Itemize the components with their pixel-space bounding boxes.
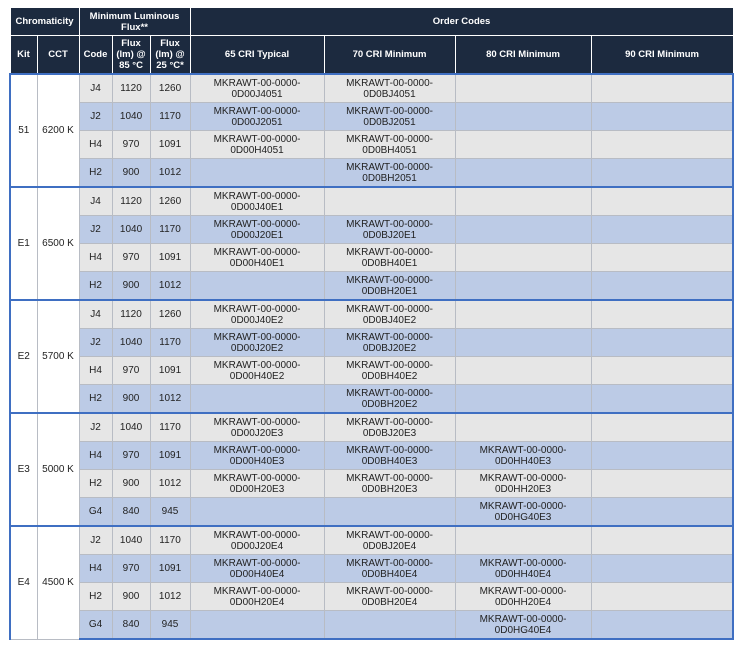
table-row <box>10 583 733 611</box>
flux-85-cell: 900 <box>112 583 150 611</box>
code-cell: H4 <box>79 244 112 272</box>
cri65-header: 65 CRI Typical <box>190 36 324 75</box>
cri65-order-code-cell <box>190 385 324 414</box>
cri65-order-code-cell <box>190 611 324 640</box>
flux-25-cell: 1012 <box>150 272 190 301</box>
code-cell: J2 <box>79 103 112 131</box>
cri90-order-code-cell <box>591 357 733 385</box>
flux-25-cell: 1170 <box>150 526 190 555</box>
cri70-order-code-cell: MKRAWT-00-0000-0D0BH40E3 <box>324 442 455 470</box>
cri70-order-code-cell <box>324 611 455 640</box>
cri90-order-code-cell <box>591 216 733 244</box>
cri65-order-code-cell: MKRAWT-00-0000-0D00J20E1 <box>190 216 324 244</box>
kit-cell: 51 <box>10 74 37 187</box>
cri90-order-code-cell <box>591 442 733 470</box>
cri70-order-code-cell: MKRAWT-00-0000-0D0BH40E2 <box>324 357 455 385</box>
cri90-order-code-cell <box>591 272 733 301</box>
kit-cell: E3 <box>10 413 37 526</box>
cct-header: CCT <box>37 36 79 75</box>
cri70-order-code-cell: MKRAWT-00-0000-0D0BJ40E2 <box>324 300 455 329</box>
cct-cell: 6500 K <box>37 187 79 300</box>
table-row <box>10 103 733 131</box>
code-cell: H2 <box>79 159 112 188</box>
cri90-order-code-cell <box>591 470 733 498</box>
cri65-order-code-cell: MKRAWT-00-0000-0D00H40E4 <box>190 555 324 583</box>
table-row <box>10 329 733 357</box>
flux-25-cell: 1012 <box>150 583 190 611</box>
cri90-order-code-cell <box>591 413 733 442</box>
cri90-order-code-cell <box>591 555 733 583</box>
table-row <box>10 74 733 103</box>
cri70-order-code-cell <box>324 187 455 216</box>
code-cell: H4 <box>79 442 112 470</box>
table-row <box>10 385 733 414</box>
flux-25-cell: 1260 <box>150 74 190 103</box>
order-codes-table-wrapper <box>9 7 732 640</box>
cri70-order-code-cell: MKRAWT-00-0000-0D0BH20E2 <box>324 385 455 414</box>
cri65-order-code-cell: MKRAWT-00-0000-0D00J4051 <box>190 74 324 103</box>
cri80-order-code-cell: MKRAWT-00-0000-0D0HH20E4 <box>455 583 591 611</box>
cri80-order-code-cell <box>455 329 591 357</box>
cri70-order-code-cell: MKRAWT-00-0000-0D0BJ20E1 <box>324 216 455 244</box>
flux-25-cell: 1012 <box>150 470 190 498</box>
table-row <box>10 357 733 385</box>
flux-25-cell: 1091 <box>150 131 190 159</box>
kit-cell: E4 <box>10 526 37 639</box>
table-body <box>10 74 733 639</box>
cri70-order-code-cell: MKRAWT-00-0000-0D0BJ20E2 <box>324 329 455 357</box>
cri80-header: 80 CRI Minimum <box>455 36 591 75</box>
flux-85-cell: 900 <box>112 159 150 188</box>
cri70-header: 70 CRI Minimum <box>324 36 455 75</box>
code-cell: G4 <box>79 498 112 527</box>
table-row <box>10 300 733 329</box>
code-cell: H4 <box>79 555 112 583</box>
flux-85-cell: 1040 <box>112 216 150 244</box>
cri65-order-code-cell: MKRAWT-00-0000-0D00J20E2 <box>190 329 324 357</box>
cri80-order-code-cell <box>455 131 591 159</box>
cri65-order-code-cell: MKRAWT-00-0000-0D00J40E1 <box>190 187 324 216</box>
code-header: Code <box>79 36 112 75</box>
flux-25-cell: 1091 <box>150 442 190 470</box>
flux-25-cell: 1091 <box>150 244 190 272</box>
flux-85-cell: 900 <box>112 385 150 414</box>
cri80-order-code-cell: MKRAWT-00-0000-0D0HG40E3 <box>455 498 591 527</box>
cri70-order-code-cell: MKRAWT-00-0000-0D0BJ2051 <box>324 103 455 131</box>
flux-25-cell: 945 <box>150 611 190 640</box>
code-cell: H2 <box>79 583 112 611</box>
kit-header: Kit <box>10 36 37 75</box>
cri65-order-code-cell: MKRAWT-00-0000-0D00H4051 <box>190 131 324 159</box>
order-codes-table <box>9 7 734 640</box>
cri80-order-code-cell <box>455 385 591 414</box>
cri90-order-code-cell <box>591 498 733 527</box>
cri65-order-code-cell: MKRAWT-00-0000-0D00H40E2 <box>190 357 324 385</box>
cri80-order-code-cell: MKRAWT-00-0000-0D0HH20E3 <box>455 470 591 498</box>
cri65-order-code-cell <box>190 159 324 188</box>
cri70-order-code-cell: MKRAWT-00-0000-0D0BH20E4 <box>324 583 455 611</box>
cri70-order-code-cell <box>324 498 455 527</box>
code-cell: J4 <box>79 74 112 103</box>
flux-85-cell: 970 <box>112 357 150 385</box>
cri80-order-code-cell: MKRAWT-00-0000-0D0HG40E4 <box>455 611 591 640</box>
cri80-order-code-cell <box>455 526 591 555</box>
flux-25-cell: 1260 <box>150 187 190 216</box>
cri80-order-code-cell <box>455 244 591 272</box>
cri90-order-code-cell <box>591 74 733 103</box>
flux-85-cell: 970 <box>112 442 150 470</box>
cri70-order-code-cell: MKRAWT-00-0000-0D0BH20E1 <box>324 272 455 301</box>
flux-25-header: Flux (lm) @ 25 °C* <box>150 36 190 75</box>
cri90-order-code-cell <box>591 329 733 357</box>
code-cell: J2 <box>79 526 112 555</box>
flux-85-cell: 1120 <box>112 74 150 103</box>
table-row <box>10 498 733 527</box>
cri90-order-code-cell <box>591 611 733 640</box>
flux-85-cell: 1040 <box>112 526 150 555</box>
cri70-order-code-cell: MKRAWT-00-0000-0D0BJ4051 <box>324 74 455 103</box>
flux-25-cell: 1260 <box>150 300 190 329</box>
cri70-order-code-cell: MKRAWT-00-0000-0D0BH40E4 <box>324 555 455 583</box>
table-row <box>10 187 733 216</box>
cri70-order-code-cell: MKRAWT-00-0000-0D0BH4051 <box>324 131 455 159</box>
cri65-order-code-cell: MKRAWT-00-0000-0D00H20E3 <box>190 470 324 498</box>
cri65-order-code-cell: MKRAWT-00-0000-0D00J20E4 <box>190 526 324 555</box>
table-header <box>10 8 733 75</box>
cri65-order-code-cell <box>190 272 324 301</box>
flux-25-cell: 1012 <box>150 159 190 188</box>
flux-85-cell: 1040 <box>112 413 150 442</box>
cri80-order-code-cell: MKRAWT-00-0000-0D0HH40E4 <box>455 555 591 583</box>
flux-85-cell: 1120 <box>112 300 150 329</box>
cri80-order-code-cell <box>455 300 591 329</box>
cri80-order-code-cell <box>455 187 591 216</box>
code-cell: J2 <box>79 413 112 442</box>
flux-85-cell: 900 <box>112 470 150 498</box>
flux-25-cell: 1012 <box>150 385 190 414</box>
kit-cell: E2 <box>10 300 37 413</box>
table-row <box>10 611 733 640</box>
flux-85-cell: 900 <box>112 272 150 301</box>
cri80-order-code-cell <box>455 103 591 131</box>
code-cell: H4 <box>79 131 112 159</box>
flux-85-cell: 840 <box>112 611 150 640</box>
flux-25-cell: 1091 <box>150 357 190 385</box>
cri70-order-code-cell: MKRAWT-00-0000-0D0BJ20E4 <box>324 526 455 555</box>
flux-25-cell: 1170 <box>150 329 190 357</box>
code-cell: J4 <box>79 187 112 216</box>
cri65-order-code-cell: MKRAWT-00-0000-0D00H20E4 <box>190 583 324 611</box>
cct-cell: 5700 K <box>37 300 79 413</box>
flux-25-cell: 1170 <box>150 216 190 244</box>
code-cell: H2 <box>79 385 112 414</box>
flux-85-cell: 970 <box>112 555 150 583</box>
cct-cell: 4500 K <box>37 526 79 639</box>
flux-85-header: Flux (lm) @ 85 °C <box>112 36 150 75</box>
table-row <box>10 159 733 188</box>
cri90-header: 90 CRI Minimum <box>591 36 733 75</box>
cri65-order-code-cell: MKRAWT-00-0000-0D00H40E1 <box>190 244 324 272</box>
cri65-order-code-cell <box>190 498 324 527</box>
cri90-order-code-cell <box>591 159 733 188</box>
cri90-order-code-cell <box>591 103 733 131</box>
cri70-order-code-cell: MKRAWT-00-0000-0D0BH2051 <box>324 159 455 188</box>
table-row <box>10 244 733 272</box>
cri70-order-code-cell: MKRAWT-00-0000-0D0BJ20E3 <box>324 413 455 442</box>
min-flux-header: Minimum Luminous Flux** <box>79 8 190 36</box>
cri80-order-code-cell <box>455 272 591 301</box>
table-row <box>10 442 733 470</box>
chromaticity-header: Chromaticity <box>10 8 79 36</box>
table-row <box>10 216 733 244</box>
flux-25-cell: 945 <box>150 498 190 527</box>
cri90-order-code-cell <box>591 131 733 159</box>
cri90-order-code-cell <box>591 300 733 329</box>
flux-25-cell: 1170 <box>150 103 190 131</box>
cri70-order-code-cell: MKRAWT-00-0000-0D0BH40E1 <box>324 244 455 272</box>
cri90-order-code-cell <box>591 583 733 611</box>
cri80-order-code-cell: MKRAWT-00-0000-0D0HH40E3 <box>455 442 591 470</box>
cri90-order-code-cell <box>591 244 733 272</box>
cri90-order-code-cell <box>591 187 733 216</box>
kit-cell: E1 <box>10 187 37 300</box>
flux-25-cell: 1091 <box>150 555 190 583</box>
table-row <box>10 470 733 498</box>
flux-85-cell: 970 <box>112 244 150 272</box>
flux-85-cell: 1120 <box>112 187 150 216</box>
table-row <box>10 413 733 442</box>
code-cell: J2 <box>79 329 112 357</box>
cri80-order-code-cell <box>455 357 591 385</box>
cri65-order-code-cell: MKRAWT-00-0000-0D00H40E3 <box>190 442 324 470</box>
code-cell: J2 <box>79 216 112 244</box>
table-row <box>10 526 733 555</box>
cri90-order-code-cell <box>591 385 733 414</box>
code-cell: G4 <box>79 611 112 640</box>
cri90-order-code-cell <box>591 526 733 555</box>
cri80-order-code-cell <box>455 159 591 188</box>
table-row <box>10 272 733 301</box>
table-row <box>10 555 733 583</box>
cri80-order-code-cell <box>455 216 591 244</box>
code-cell: H4 <box>79 357 112 385</box>
cct-cell: 5000 K <box>37 413 79 526</box>
cri80-order-code-cell <box>455 413 591 442</box>
cri65-order-code-cell: MKRAWT-00-0000-0D00J40E2 <box>190 300 324 329</box>
cct-cell: 6200 K <box>37 74 79 187</box>
code-cell: H2 <box>79 272 112 301</box>
flux-85-cell: 1040 <box>112 329 150 357</box>
cri65-order-code-cell: MKRAWT-00-0000-0D00J2051 <box>190 103 324 131</box>
flux-25-cell: 1170 <box>150 413 190 442</box>
flux-85-cell: 1040 <box>112 103 150 131</box>
cri80-order-code-cell <box>455 74 591 103</box>
cri70-order-code-cell: MKRAWT-00-0000-0D0BH20E3 <box>324 470 455 498</box>
cri65-order-code-cell: MKRAWT-00-0000-0D00J20E3 <box>190 413 324 442</box>
flux-85-cell: 970 <box>112 131 150 159</box>
table-row <box>10 131 733 159</box>
order-codes-header: Order Codes <box>190 8 733 36</box>
code-cell: H2 <box>79 470 112 498</box>
code-cell: J4 <box>79 300 112 329</box>
flux-85-cell: 840 <box>112 498 150 527</box>
